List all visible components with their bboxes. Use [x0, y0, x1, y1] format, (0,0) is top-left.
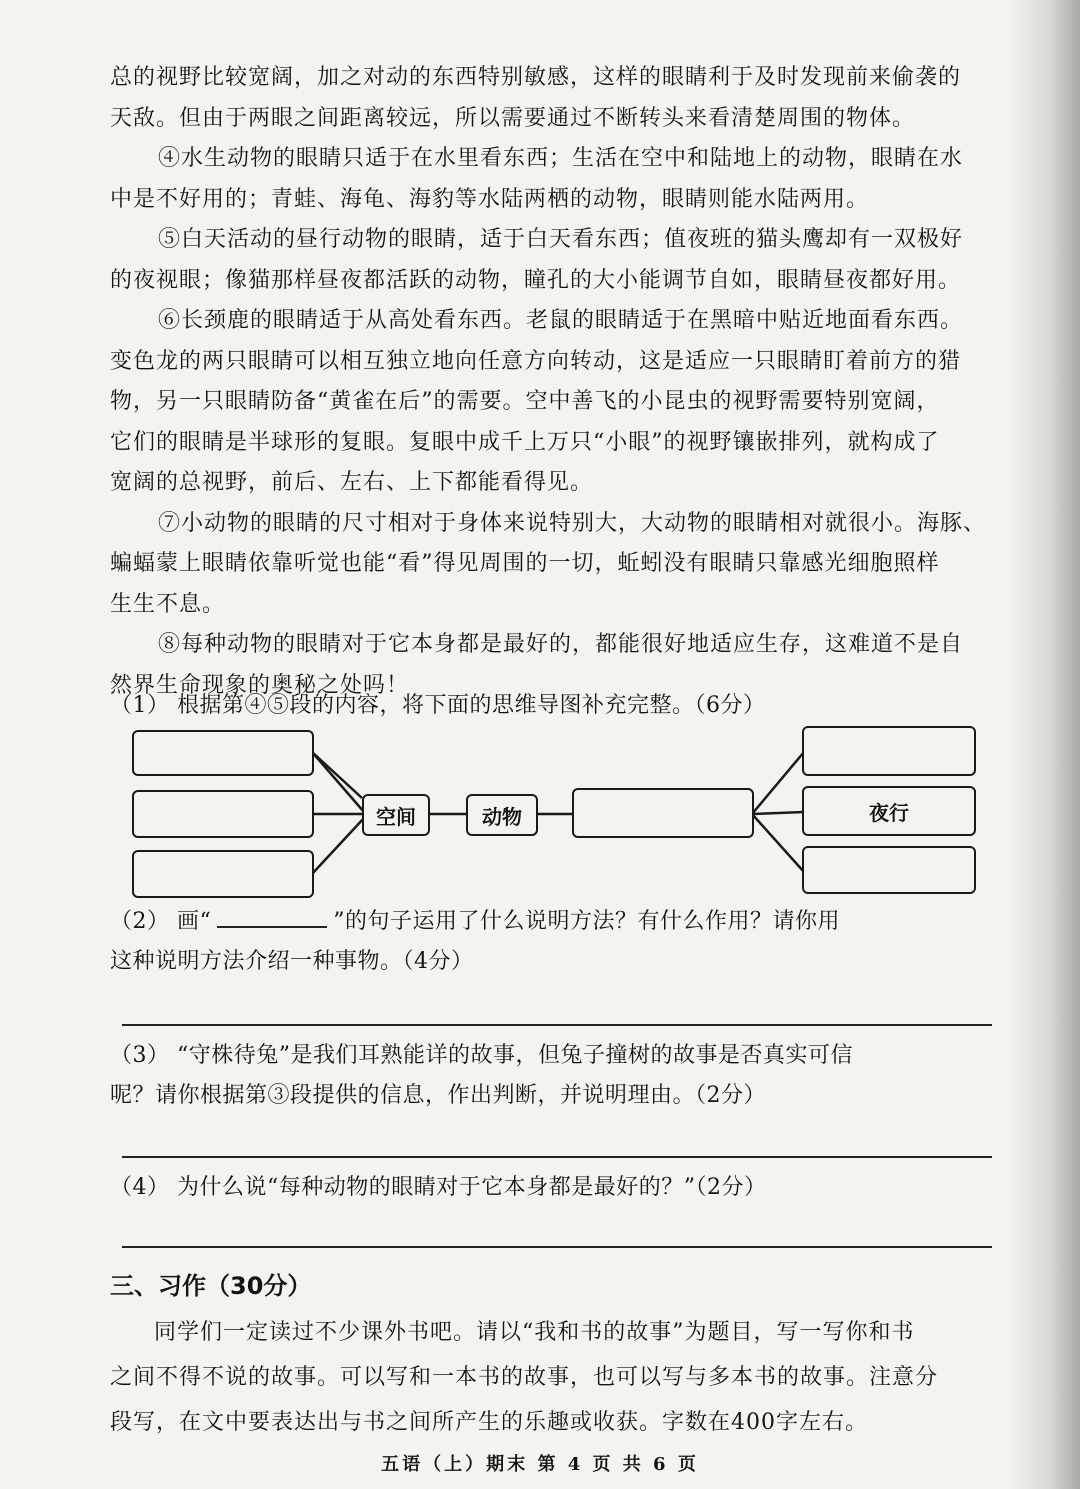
passage-line: 的夜视眼；像猫那样昼夜都活跃的动物，瞳孔的大小能调节自如，眼睛昼夜都好用。	[110, 267, 962, 293]
passage-line: 总的视野比较宽阔，加之对动的东西特别敏感，这样的眼睛利于及时发现前来偷袭的	[110, 65, 962, 90]
mindmap-right-box-3[interactable]	[802, 846, 976, 894]
passage-line: 变色龙的两只眼睛可以相互独立地向任意方向转动，这是适应一只眼睛盯着前方的猎	[110, 348, 962, 374]
scan-shadow-edge	[1010, 0, 1080, 1489]
question-2-line-2: 这种说明方法介绍一种事物。（4分）	[110, 949, 474, 974]
question-4	[110, 1168, 990, 1208]
passage-line: ⑤白天活动的昼行动物的眼睛，适于白天看东西；值夜班的猫头鹰却有一双极好	[158, 227, 964, 252]
passage-line: 天敌。但由于两眼之间距离较远，所以需要通过不断转头来看清楚周围的物体。	[110, 105, 916, 131]
mindmap-node-animal-label: 动物	[482, 804, 522, 829]
mindmap-center-right-box[interactable]	[572, 788, 754, 838]
passage-line: ⑧每种动物的眼睛对于它本身都是最好的，都能很好地适应生存，这难道不是自	[158, 632, 964, 657]
passage-line: ④水生动物的眼睛只适于在水里看东西；生活在空中和陆地上的动物，眼睛在水	[158, 146, 964, 171]
passage-line: ⑥长颈鹿的眼睛适于从高处看东西。老鼠的眼睛适于在黑暗中贴近地面看东西。	[158, 308, 964, 333]
page-footer: 五语（上）期末 第 4 页 共 6 页	[381, 1454, 699, 1475]
mindmap-node-space	[362, 794, 430, 836]
passage-line: 生生不息。	[110, 591, 226, 617]
passage-line: ⑦小动物的眼睛的尺寸相对于身体来说特别大，大动物的眼睛相对就很小。海豚、	[158, 510, 987, 536]
passage-line: 它们的眼睛是半球形的复眼。复眼中成千上万只“小眼”的视野镶嵌排列，就构成了	[110, 429, 940, 455]
mindmap-right-box-1[interactable]	[802, 726, 976, 776]
mindmap-node-nocturnal	[802, 786, 976, 836]
mindmap-node-animal	[466, 794, 538, 836]
passage-line: 蝙蝠蒙上眼睛依靠听觉也能“看”得见周围的一切，蚯蚓没有眼睛只靠感光细胞照样	[110, 551, 940, 576]
question-3-line-2: 呢？请你根据第③段提供的信息，作出判断，并说明理由。（2分）	[110, 1083, 766, 1108]
mindmap-node-space-label: 空间	[376, 804, 416, 829]
answer-line-q2[interactable]	[122, 1024, 992, 1026]
question-3	[110, 1036, 990, 1116]
passage-line: 然界生命现象的奥秘之处吗！	[110, 672, 410, 698]
mindmap-left-box-3[interactable]	[132, 850, 314, 898]
composition-line-2: 之间不得不说的故事。可以写和一本书的故事，也可以写与多本书的故事。注意分	[110, 1365, 939, 1390]
question-2-blank[interactable]	[217, 902, 327, 928]
mindmap-left-box-2[interactable]	[132, 790, 314, 838]
mindmap-left-box-1[interactable]	[132, 730, 314, 776]
question-2-suffix: ”的句子运用了什么说明方法？有什么作用？请你用	[333, 909, 840, 934]
question-1	[110, 686, 990, 726]
answer-line-q3[interactable]	[122, 1156, 992, 1158]
composition-title: 三、习作（30分）	[110, 1272, 312, 1300]
question-1-text: （1） 根据第④⑤段的内容，将下面的思维导图补充完整。（6分）	[110, 693, 766, 718]
composition-line-3: 段写，在文中要表达出与书之间所产生的乐趣或收获。字数在400字左右。	[110, 1410, 868, 1435]
composition-prompt	[110, 1310, 990, 1445]
passage-line: 物，另一只眼睛防备“黄雀在后”的需要。空中善飞的小昆虫的视野需要特别宽阔，	[110, 389, 940, 414]
question-4-text: （4） 为什么说“每种动物的眼睛对于它本身都是最好的？”（2分）	[110, 1175, 767, 1200]
mindmap-node-nocturnal-label: 夜行	[869, 800, 909, 825]
question-2	[110, 902, 990, 982]
answer-line-q4[interactable]	[122, 1246, 992, 1248]
passage-line: 宽阔的总视野，前后、左右、上下都能看得见。	[110, 470, 594, 495]
question-3-line-1: （3） “守株待兔”是我们耳熟能详的故事，但兔子撞树的故事是否真实可信	[110, 1043, 853, 1068]
passage-line: 中是不好用的；青蛙、海龟、海豹等水陆两栖的动物，眼睛则能水陆两用。	[110, 186, 870, 212]
reading-passage	[110, 58, 990, 706]
question-2-prefix: （2） 画“	[110, 909, 212, 934]
composition-line-1: 同学们一定读过不少课外书吧。请以“我和书的故事”为题目，写一写你和书	[154, 1320, 915, 1345]
